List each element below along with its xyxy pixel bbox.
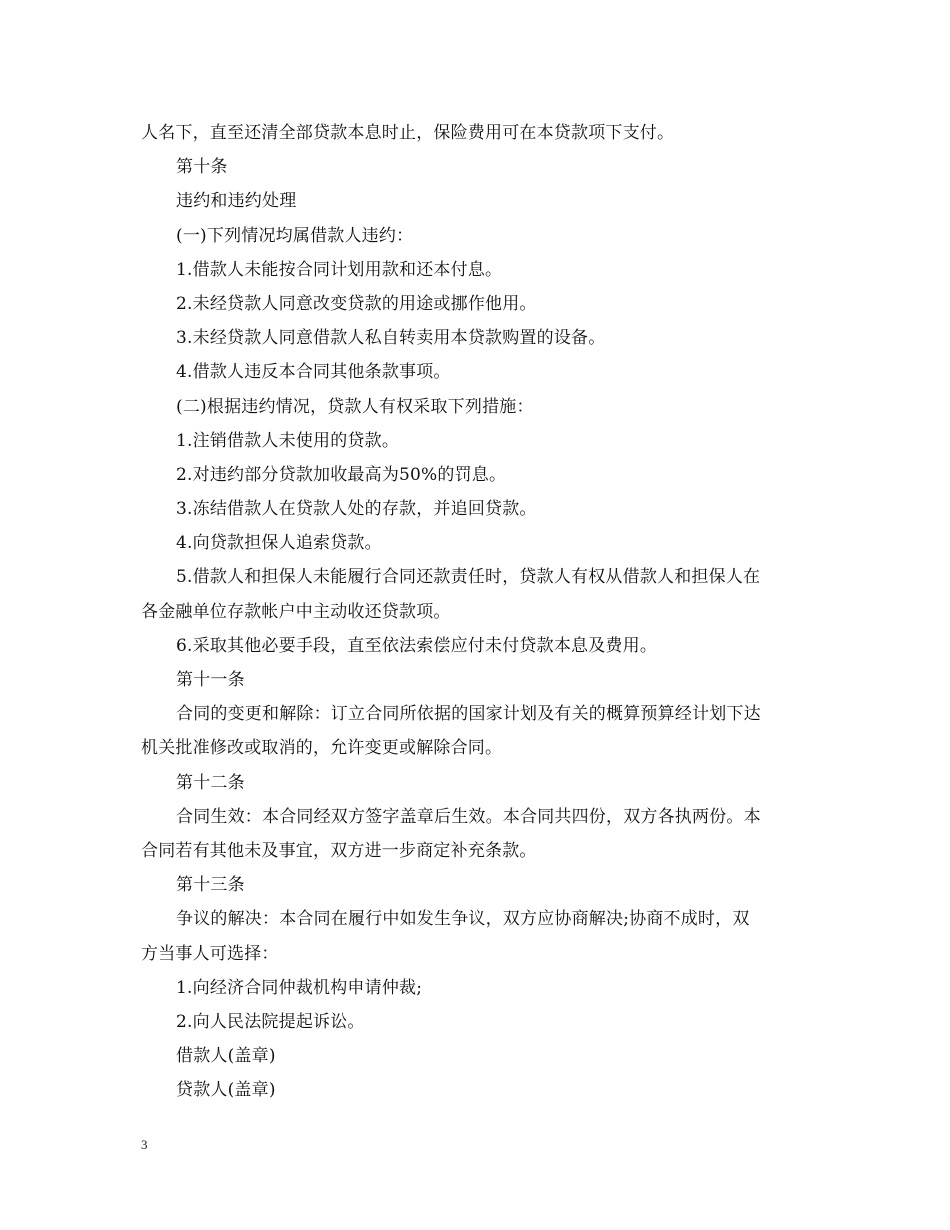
paragraph-line: 合同的变更和解除：订立合同所依据的国家计划及有关的概算预算经计划下达 (176, 704, 761, 725)
list-item: 4.借款人违反本合同其他条款事项。 (176, 362, 451, 383)
list-item: 6.采取其他必要手段，直至依法索偿应付未付贷款本息及费用。 (176, 635, 658, 656)
list-item: 2.对违约部分贷款加收最高为50%的罚息。 (176, 464, 507, 485)
list-item: 1.借款人未能按合同计划用款和还本付息。 (176, 259, 503, 280)
list-item: 1.向经济合同仲裁机构申请仲裁; (176, 977, 423, 998)
list-item: 3.未经贷款人同意借款人私自转卖用本贷款购置的设备。 (176, 328, 606, 349)
list-item: 2.未经贷款人同意改变贷款的用途或挪作他用。 (176, 293, 537, 314)
article-heading: 第十二条 (176, 772, 245, 793)
paragraph-line: 方当事人可选择： (141, 943, 279, 964)
section-title: 违约和违约处理 (176, 191, 297, 212)
list-item: 5.借款人和担保人未能履行合同还款责任时，贷款人有权从借款人和担保人在 (176, 567, 761, 588)
document-body (141, 116, 813, 1107)
list-item: 1.注销借款人未使用的贷款。 (176, 430, 400, 451)
article-heading: 第十条 (176, 157, 228, 178)
article-heading: 第十三条 (176, 875, 245, 896)
signature-line-lender: 贷款人(盖章) (176, 1080, 276, 1101)
paragraph-line: 机关批准修改或取消的，允许变更或解除合同。 (141, 738, 503, 759)
article-heading: 第十一条 (176, 670, 245, 690)
subsection-heading: (一)下列情况均属借款人违约： (176, 225, 414, 246)
paragraph-line: 争议的解决：本合同在履行中如发生争议，双方应协商解决;协商不成时，双 (176, 909, 750, 930)
paragraph-line: 合同生效：本合同经双方签字盖章后生效。本合同共四份，双方各执两份。本 (176, 806, 761, 827)
list-item: 2.向人民法院提起诉讼。 (176, 1011, 365, 1032)
paragraph-line: 各金融单位存款帐户中主动收还贷款项。 (141, 601, 451, 622)
paragraph-line: 合同若有其他未及事宜，双方进一步商定补充条款。 (141, 840, 537, 861)
page-number: 3 (141, 1137, 148, 1152)
subsection-heading: (二)根据违约情况，贷款人有权采取下列措施： (176, 396, 534, 417)
paragraph-line: 人名下，直至还清全部贷款本息时止，保险费用可在本贷款项下支付。 (141, 123, 675, 143)
list-item: 4.向贷款担保人追索贷款。 (176, 533, 382, 554)
list-item: 3.冻结借款人在贷款人处的存款，并追回贷款。 (176, 499, 537, 520)
signature-line-borrower: 借款人(盖章) (176, 1046, 276, 1067)
